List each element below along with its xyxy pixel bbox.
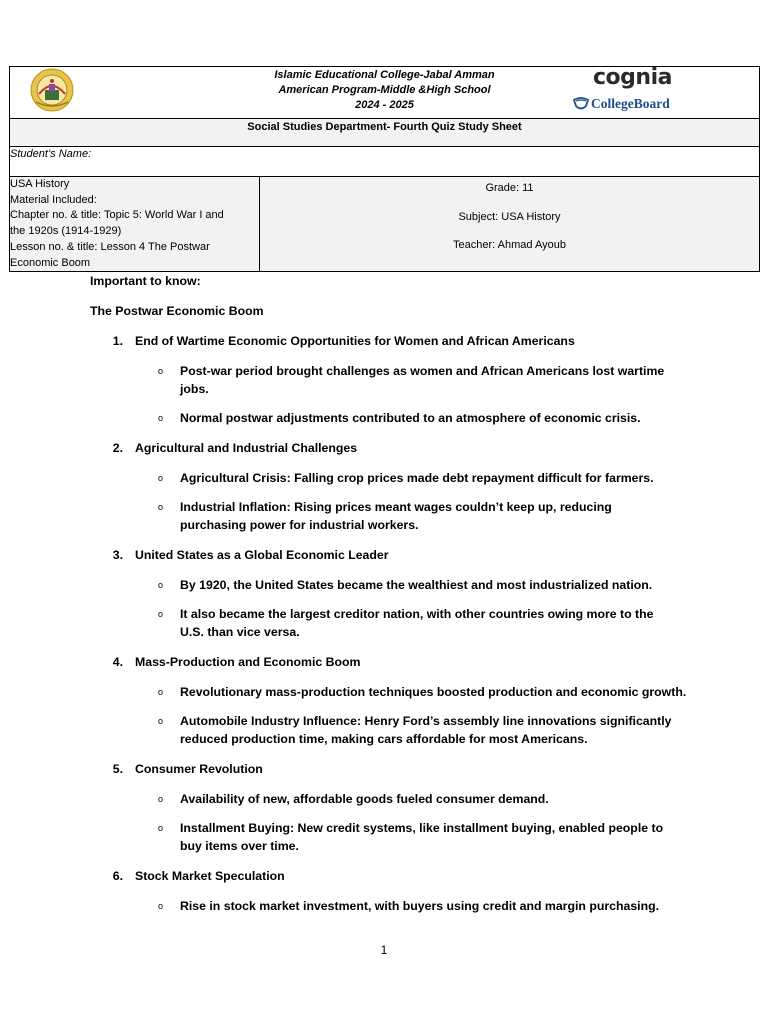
bullet-circle-icon: o bbox=[158, 366, 164, 376]
section-heading: United States as a Global Economic Leader bbox=[135, 548, 389, 562]
lesson-line-cont: Economic Boom bbox=[10, 256, 91, 269]
course-info bbox=[10, 177, 260, 272]
school-year: 2024 - 2025 bbox=[355, 99, 414, 111]
bullet-circle-icon: o bbox=[158, 413, 164, 423]
school-name: Islamic Educational College-Jabal Amman bbox=[274, 69, 495, 81]
bullet-text: Rise in stock market investment, with buyers using credit and margin purchasing. bbox=[180, 899, 660, 913]
material-line: Material Included: bbox=[10, 193, 97, 206]
section-heading: Mass-Production and Economic Boom bbox=[135, 655, 361, 669]
subject-label: Subject: USA History bbox=[458, 211, 561, 223]
bullet-circle-icon: o bbox=[158, 609, 164, 619]
bullet-text: It also became the largest creditor nation, with other countries owing more to the U.S. than vice versa. bbox=[180, 607, 654, 639]
section-number: 3. bbox=[112, 548, 123, 562]
bullet-text: Automobile Industry Influence: Henry Ford’s assembly line innovations significantly reduced production time, making cars affordable for most Americans. bbox=[180, 714, 672, 746]
cognia-logo: cognia bbox=[593, 65, 672, 90]
bullet-circle-icon: o bbox=[158, 687, 164, 697]
bullet-circle-icon: o bbox=[158, 823, 164, 833]
page-number: 1 bbox=[380, 943, 388, 957]
lesson-line: Lesson no. & title: Lesson 4 The Postwar bbox=[10, 240, 210, 253]
school-banner bbox=[10, 67, 760, 119]
chapter-line: Chapter no. & title: Topic 5: World War I and bbox=[10, 209, 224, 222]
section-number: 5. bbox=[112, 762, 123, 776]
bullet-circle-icon: o bbox=[158, 502, 164, 512]
bullet-circle-icon: o bbox=[158, 794, 164, 804]
lesson-title: The Postwar Economic Boom bbox=[90, 304, 264, 318]
bullet-text: Industrial Inflation: Rising prices meant wages couldn’t keep up, reducing purchasing power for industrial workers. bbox=[180, 500, 612, 532]
bullet-circle-icon: o bbox=[158, 473, 164, 483]
bullet-text: Post-war period brought challenges as women and African Americans lost wartime jobs. bbox=[180, 364, 665, 396]
important-heading: Important to know: bbox=[90, 274, 201, 288]
bullet-circle-icon: o bbox=[158, 901, 164, 911]
collegeboard-logo bbox=[573, 96, 670, 112]
chapter-line-cont: the 1920s (1914-1929) bbox=[10, 225, 122, 238]
department-title: Social Studies Department- Fourth Quiz Study Sheet bbox=[10, 119, 760, 147]
bullet-text: Agricultural Crisis: Falling crop prices made debt repayment difficult for farmers. bbox=[180, 471, 654, 485]
bullet-text: Installment Buying: New credit systems, like installment buying, enabled people to buy items over time. bbox=[180, 821, 664, 853]
bullet-text: Normal postwar adjustments contributed to an atmosphere of economic crisis. bbox=[180, 411, 641, 425]
section-number: 4. bbox=[112, 655, 123, 669]
section-number: 1. bbox=[112, 334, 123, 348]
section-number: 6. bbox=[112, 869, 123, 883]
course-line: USA History bbox=[10, 178, 70, 190]
bullet-circle-icon: o bbox=[158, 580, 164, 590]
bullet-text: By 1920, the United States became the wealthiest and most industrialized nation. bbox=[180, 578, 653, 592]
bullet-text: Revolutionary mass-production techniques boosted production and economic growth. bbox=[180, 685, 687, 699]
bullet-text: Availability of new, affordable goods fueled consumer demand. bbox=[180, 792, 549, 806]
section-heading: End of Wartime Economic Opportunities for Women and African Americans bbox=[135, 334, 575, 348]
program-name: American Program-Middle &High School bbox=[278, 84, 491, 96]
teacher-label: Teacher: Ahmad Ayoub bbox=[453, 239, 566, 251]
collegeboard-text: CollegeBoard bbox=[591, 96, 670, 111]
header-table bbox=[9, 66, 760, 272]
section-heading: Agricultural and Industrial Challenges bbox=[135, 441, 358, 455]
acorn-icon bbox=[573, 97, 589, 111]
bullet-circle-icon: o bbox=[158, 716, 164, 726]
section-heading: Consumer Revolution bbox=[135, 762, 263, 776]
section-heading: Stock Market Speculation bbox=[135, 869, 285, 883]
student-name-label: Student’s Name: bbox=[10, 147, 760, 177]
section-number: 2. bbox=[112, 441, 123, 455]
grade-label: Grade: 11 bbox=[485, 182, 534, 194]
class-info bbox=[260, 177, 760, 272]
